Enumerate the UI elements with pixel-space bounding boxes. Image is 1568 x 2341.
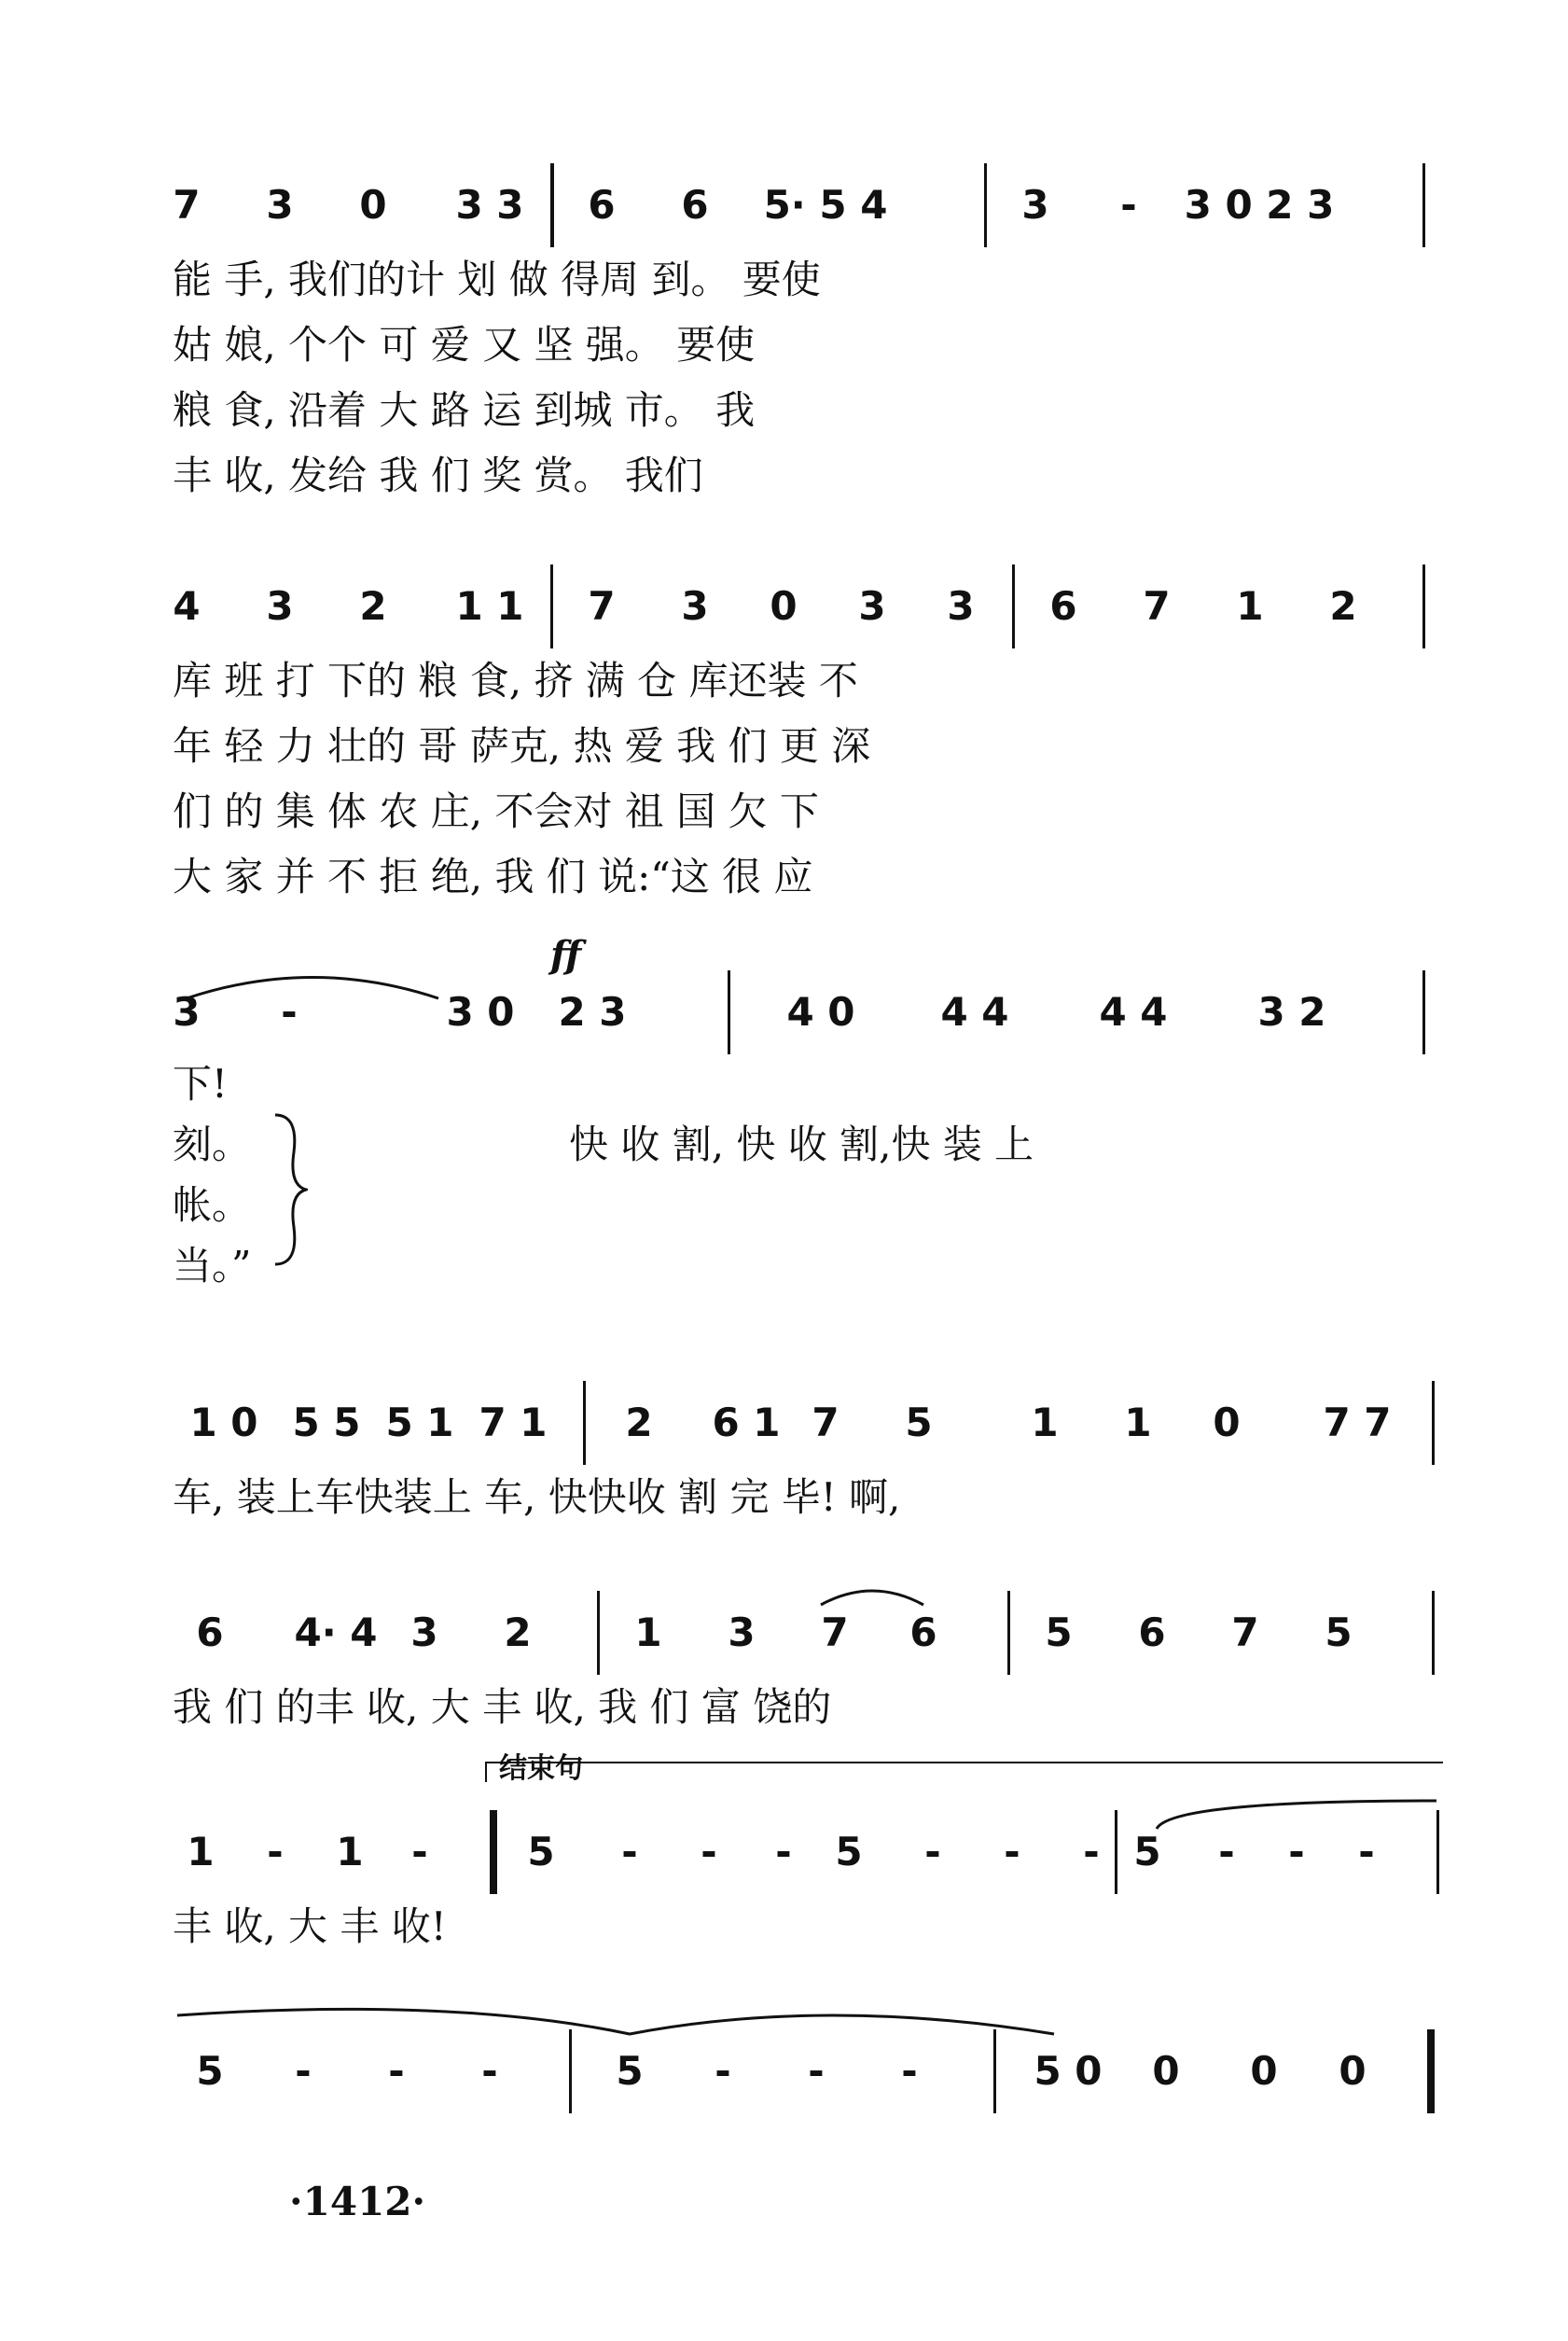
- lyric-line: [173, 714, 1441, 779]
- lyric-line: [173, 648, 1441, 714]
- note: 0: [1213, 1400, 1241, 1445]
- note: -: [775, 1829, 792, 1874]
- note: 5: [1325, 1609, 1353, 1655]
- lyric-text: 丰 收, 大 丰 收!: [173, 1903, 447, 1949]
- note: 4· 4: [294, 1609, 378, 1655]
- note: -: [1358, 1829, 1375, 1874]
- music-system-6: [173, 1810, 1441, 1959]
- barline: [1422, 163, 1425, 247]
- note-row: [173, 2029, 1441, 2113]
- note: 2: [625, 1400, 653, 1445]
- lyric-text: 车, 装上车快装上 车, 快快收 割 完 毕! 啊,: [173, 1474, 901, 1520]
- note: 3: [266, 583, 294, 629]
- note: -: [411, 1829, 428, 1874]
- note-row: [173, 970, 1441, 1054]
- note: 7: [821, 1609, 849, 1655]
- music-system-3: [173, 970, 1441, 1297]
- note: 0: [1250, 2048, 1278, 2094]
- note: -: [924, 1829, 941, 1874]
- music-system-7: [173, 2029, 1441, 2113]
- note: -: [1004, 1829, 1020, 1874]
- lyric-text: 下!: [173, 1061, 228, 1107]
- note: 3 2: [1257, 989, 1326, 1035]
- lyric-line: [173, 443, 1441, 509]
- note: 3: [173, 989, 201, 1035]
- barline: [1432, 1591, 1435, 1675]
- note: -: [808, 2048, 825, 2094]
- note: 5: [905, 1400, 933, 1445]
- note: -: [1218, 1829, 1235, 1874]
- music-system-2: [173, 564, 1441, 910]
- lyric-text: 年 轻 力 壮的 哥 萨克, 热 爱 我 们 更 深: [173, 723, 871, 769]
- note: 5: [527, 1829, 555, 1874]
- note: 5 0: [1034, 2048, 1103, 2094]
- music-system-4: [173, 1381, 1441, 1530]
- note: 1 1: [455, 583, 524, 629]
- barline: [984, 163, 987, 247]
- final-barline: [1427, 2029, 1435, 2113]
- lyric-text: 刻。: [173, 1122, 252, 1167]
- note: 3: [1021, 182, 1049, 228]
- barline: [1012, 564, 1015, 648]
- lyric-line: [173, 1894, 1441, 1959]
- barline: [550, 564, 553, 648]
- lyric-text: 库 班 打 下的 粮 食, 挤 满 仓 库还装 不: [173, 658, 858, 704]
- note: -: [701, 1829, 717, 1874]
- lyric-text: 大 家 并 不 拒 绝, 我 们 说:“这 很 应: [173, 854, 813, 899]
- note-row: [173, 1810, 1441, 1894]
- note: 7: [588, 583, 616, 629]
- ending-label: 结束句: [499, 1752, 583, 1785]
- barline: [550, 163, 554, 247]
- lyric-text: 们 的 集 体 农 庄, 不会对 祖 国 欠 下: [173, 788, 819, 834]
- lyric-text: 粮 食, 沿着 大 路 运 到城 市。 我: [173, 387, 756, 433]
- note: 5· 5 4: [763, 182, 888, 228]
- note: 7 1: [479, 1400, 548, 1445]
- note: 3: [728, 1609, 756, 1655]
- note: 5: [1045, 1609, 1073, 1655]
- note: 3 0: [446, 989, 515, 1035]
- lyric-line: [173, 1675, 1441, 1740]
- note: 4 0: [786, 989, 855, 1035]
- lyric-line: [173, 844, 1441, 910]
- note: 3: [858, 583, 886, 629]
- note: -: [267, 1829, 284, 1874]
- note: 5: [196, 2048, 224, 2094]
- ending-bracket: [485, 1762, 1443, 1782]
- lyric-text: 当。”: [173, 1243, 252, 1289]
- barline: [993, 2029, 996, 2113]
- note: 7: [173, 182, 201, 228]
- note: 2: [359, 583, 387, 629]
- note: -: [1083, 1829, 1100, 1874]
- note: 7: [1143, 583, 1171, 629]
- page-number: ·1412·: [289, 2179, 426, 2224]
- barline: [728, 970, 730, 1054]
- lyric-line: [173, 779, 1441, 844]
- barline: [1422, 970, 1425, 1054]
- note: 6: [909, 1609, 937, 1655]
- music-system-5: [173, 1591, 1441, 1740]
- note: 6: [196, 1609, 224, 1655]
- barline: [1422, 564, 1425, 648]
- lyric-text: 快 收 割, 快 收 割,快 装 上: [569, 1122, 1034, 1167]
- note-row: [173, 564, 1441, 648]
- note-row: [173, 1381, 1441, 1465]
- note: 1: [1031, 1400, 1059, 1445]
- note: 6: [588, 182, 616, 228]
- lyric-line: [173, 247, 1441, 313]
- note: 7 7: [1323, 1400, 1392, 1445]
- note: 3: [681, 583, 709, 629]
- barline: [1115, 1810, 1117, 1894]
- note: 2: [1329, 583, 1357, 629]
- verse-brace: [271, 1110, 308, 1269]
- note: 0: [1339, 2048, 1367, 2094]
- note: -: [481, 2048, 498, 2094]
- note: 1: [336, 1829, 364, 1874]
- barline: [1432, 1381, 1435, 1465]
- barline: [1436, 1810, 1439, 1894]
- barline: [583, 1381, 586, 1465]
- note: 2 3: [558, 989, 627, 1035]
- note: 6 1: [712, 1400, 781, 1445]
- lyric-text: 姑 娘, 个个 可 爱 又 坚 强。 要使: [173, 322, 756, 368]
- barline: [597, 1591, 600, 1675]
- note: 1: [1124, 1400, 1152, 1445]
- music-system-1: [173, 163, 1441, 509]
- note: -: [295, 2048, 312, 2094]
- note: -: [1120, 182, 1137, 228]
- note: 5: [616, 2048, 644, 2094]
- note: 3 0 2 3: [1184, 182, 1335, 228]
- note: -: [1288, 1829, 1305, 1874]
- note: -: [715, 2048, 731, 2094]
- note: 4: [173, 583, 201, 629]
- note: 7: [1231, 1609, 1259, 1655]
- repeat-barline: [490, 1810, 497, 1894]
- note: 5 5: [292, 1400, 361, 1445]
- note: 5 1: [385, 1400, 454, 1445]
- note: 3: [410, 1609, 438, 1655]
- note: 5: [835, 1829, 863, 1874]
- lyric-line: [173, 1465, 1441, 1530]
- note: -: [281, 989, 298, 1035]
- note: -: [621, 1829, 638, 1874]
- note: 6: [1049, 583, 1077, 629]
- note: 0: [359, 182, 387, 228]
- lyric-text: 帐。: [173, 1182, 252, 1228]
- note: 4 4: [1099, 989, 1168, 1035]
- note: 1: [1236, 583, 1264, 629]
- note: -: [388, 2048, 405, 2094]
- note: 0: [770, 583, 798, 629]
- lyric-text: 丰 收, 发给 我 们 奖 赏。 我们: [173, 453, 703, 498]
- note: 2: [504, 1609, 532, 1655]
- lyric-line: [173, 313, 1441, 378]
- note: 1 0: [189, 1400, 258, 1445]
- note: 3: [266, 182, 294, 228]
- dynamic-marking: ff: [550, 933, 582, 977]
- note: 7: [812, 1400, 840, 1445]
- note: 3 3: [455, 182, 524, 228]
- note: 3: [947, 583, 975, 629]
- lyric-text: 能 手, 我们的计 划 做 得周 到。 要使: [173, 257, 821, 302]
- note: 0: [1152, 2048, 1180, 2094]
- lyric-text: 我 们 的丰 收, 大 丰 收, 我 们 富 饶的: [173, 1684, 832, 1730]
- note: 5: [1133, 1829, 1161, 1874]
- note-row: [173, 1591, 1441, 1675]
- note: 1: [634, 1609, 662, 1655]
- note-row: [173, 163, 1441, 247]
- barline: [1007, 1591, 1010, 1675]
- note: 4 4: [940, 989, 1009, 1035]
- note: -: [901, 2048, 918, 2094]
- note: 6: [681, 182, 709, 228]
- lyric-block: [173, 1054, 1441, 1297]
- lyric-line: [173, 378, 1441, 443]
- note: 1: [187, 1829, 215, 1874]
- note: 6: [1138, 1609, 1166, 1655]
- barline: [569, 2029, 572, 2113]
